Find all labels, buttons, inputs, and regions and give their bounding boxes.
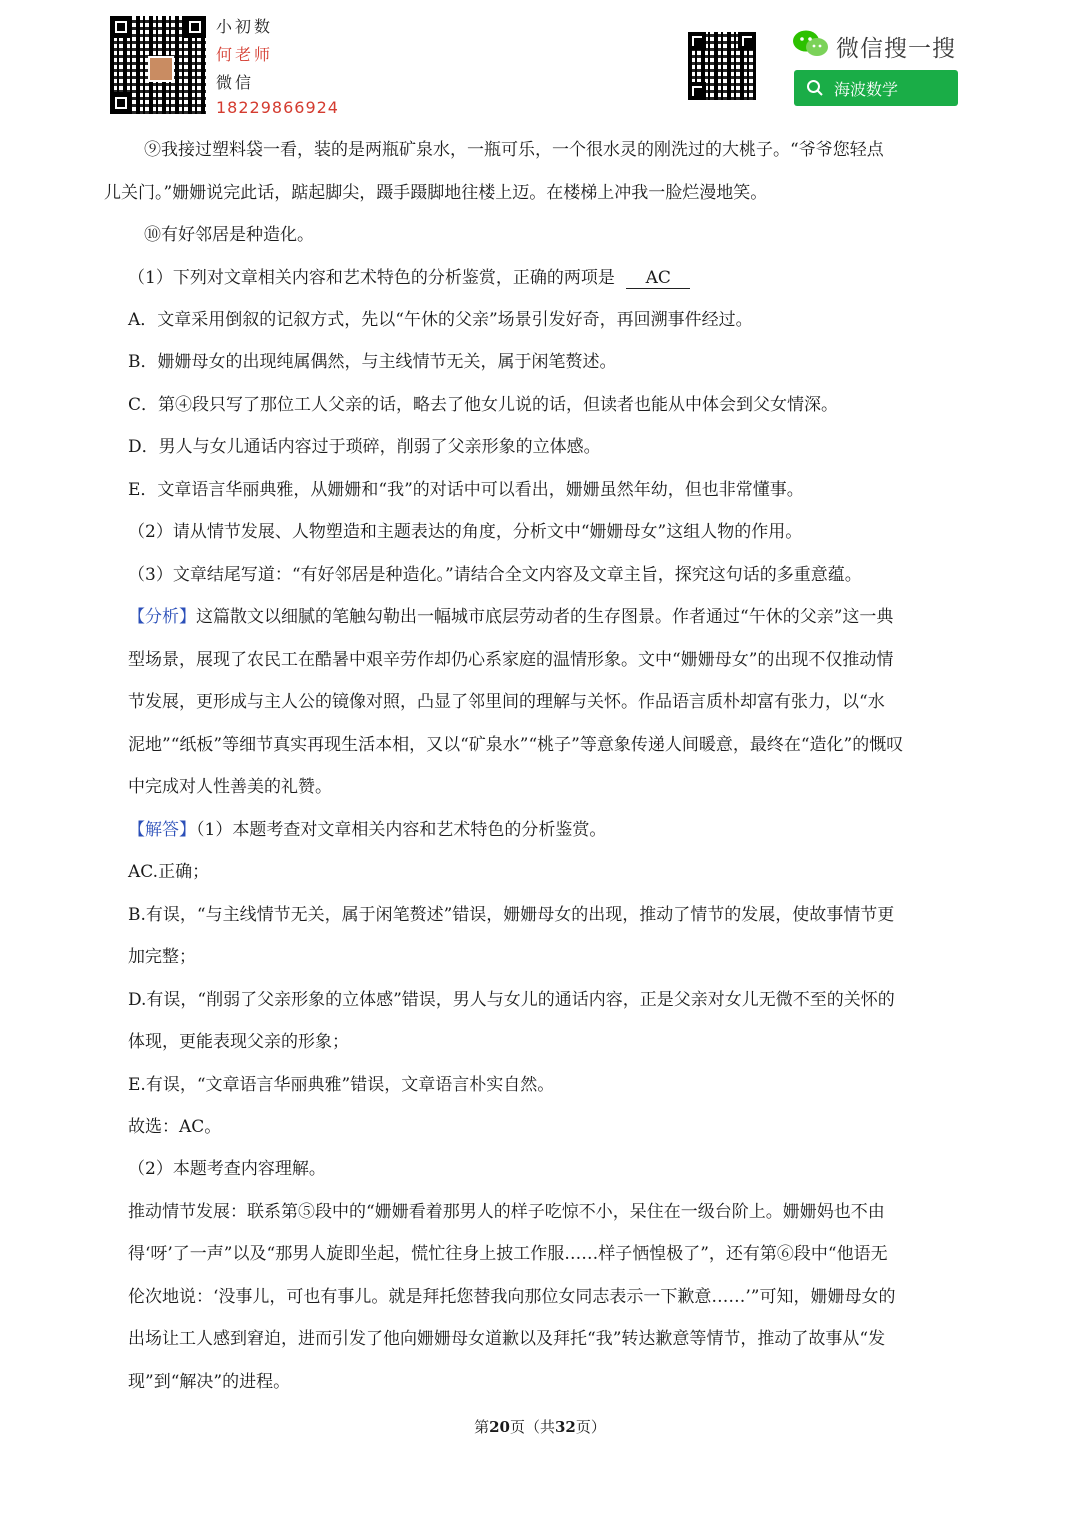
- qr-finder: [110, 16, 132, 38]
- question-3: （3）文章结尾写道：“有好邻居是种造化。”请结合全文内容及文章主旨，探究这句话的多重意蕴。: [128, 565, 862, 585]
- question-1: [128, 268, 690, 289]
- wechat-icon: [792, 29, 830, 59]
- option-d: D．男人与女儿通话内容过于琐碎，削弱了父亲形象的立体感。: [128, 437, 601, 457]
- answer-b-line-2: 加完整；: [128, 947, 196, 967]
- option-b: B．姗姗母女的出现纯属偶然，与主线情节无关，属于闲笔赘述。: [128, 352, 617, 372]
- wechat-search-title: 微信搜一搜: [836, 36, 956, 62]
- contact-line-2: 何老师: [216, 45, 274, 64]
- paragraph-9-line-1: ⑨我接过塑料袋一看，装的是两瓶矿泉水，一瓶可乐，一个很水灵的刚洗过的大桃子。“爷爷您轻点: [144, 140, 884, 160]
- paragraph-9-line-2: 儿关门。”姗姗说完此话，踮起脚尖，蹑手蹑脚地往楼上迈。在楼梯上冲我一脸烂漫地笑。: [104, 183, 768, 203]
- analysis-text: 这篇散文以细腻的笔触勾勒出一幅城市底层劳动者的生存图景。作者通过“午休的父亲”这一典: [196, 607, 894, 627]
- search-icon: [806, 79, 824, 97]
- plot-line-1: 推动情节发展：联系第⑤段中的“姗姗看着那男人的样子吃惊不小，呆住在一级台阶上。姗姗妈也不由: [128, 1202, 885, 1222]
- answer-b-line-1: B.有误，“与主线情节无关，属于闲笔赘述”错误，姗姗母女的出现，推动了情节的发展，使故事情节更: [128, 905, 895, 925]
- analysis-line-5: 中完成对人性善美的礼赞。: [128, 777, 332, 797]
- analysis-line-2: 型场景，展现了农民工在酷暑中艰辛劳作却仍心系家庭的温情形象。文中“姗姗母女”的出现不仅推动情: [128, 650, 894, 670]
- answer-q2-heading: （2）本题考查内容理解。: [128, 1159, 326, 1179]
- contact-line-1: 小初数: [216, 17, 274, 36]
- page-total: 32: [555, 1418, 576, 1436]
- analysis-line-4: 泥地”“纸板”等细节真实再现生活本相，又以“矿泉水”“桃子”等意象传递人间暖意，最终在“造化”的慨叹: [128, 735, 904, 755]
- qr-code-left: [110, 16, 206, 114]
- wechat-search-text: 海波数学: [834, 79, 899, 99]
- question-1-answer: AC: [626, 268, 690, 289]
- qr-finder: [688, 82, 706, 100]
- answer-d-line-1: D.有误，“削弱了父亲形象的立体感”错误，男人与女儿的通话内容，正是父亲对女儿无微不至的关怀的: [128, 990, 895, 1010]
- wechat-search-box[interactable]: [794, 70, 958, 106]
- qr-finder: [738, 32, 756, 50]
- answer-text: （1）本题考查对文章相关内容和艺术特色的分析鉴赏。: [196, 820, 607, 840]
- analysis-line-1: [128, 607, 893, 627]
- analysis-tag: 【分析】: [128, 607, 196, 627]
- question-1-text: （1）下列对文章相关内容和艺术特色的分析鉴赏，正确的两项是: [128, 268, 615, 288]
- qr-finder: [110, 92, 132, 114]
- contact-phone: 18229866924: [216, 98, 339, 117]
- plot-line-5: 现”到“解决”的进程。: [128, 1372, 291, 1392]
- page-header: [0, 0, 1080, 130]
- contact-line-3: 微信: [216, 73, 255, 92]
- page-footer: [0, 1416, 1080, 1437]
- answer-tag: 【解答】: [128, 820, 196, 840]
- option-a: A．文章采用倒叙的记叙方式，先以“午休的父亲”场景引发好奇，再回溯事件经过。: [128, 310, 753, 330]
- page-number: 20: [489, 1418, 510, 1436]
- plot-line-2: 得‘呀’了一声”以及“那男人旋即坐起，慌忙往身上披工作服……样子恓惶极了”，还有第⑥段中“他语无: [128, 1244, 888, 1264]
- avatar: [148, 56, 174, 82]
- answer-ac-correct: AC.正确；: [128, 862, 210, 882]
- answer-choose: 故选：AC。: [128, 1117, 222, 1137]
- qr-finder: [688, 32, 706, 50]
- footer-prefix: 第: [474, 1418, 490, 1436]
- paragraph-10: ⑩有好邻居是种造化。: [144, 225, 314, 245]
- option-c: C．第④段只写了那位工人父亲的话，略去了他女儿说的话，但读者也能从中体会到父女情深。: [128, 395, 839, 415]
- plot-line-4: 出场让工人感到窘迫，进而引发了他向姗姗母女道歉以及拜托“我”转达歉意等情节，推动了故事从“发: [128, 1329, 886, 1349]
- question-2: （2）请从情节发展、人物塑造和主题表达的角度，分析文中“姗姗母女”这组人物的作用。: [128, 522, 803, 542]
- qr-finder: [184, 16, 206, 38]
- answer-d-line-2: 体现，更能表现父亲的形象；: [128, 1032, 349, 1052]
- footer-suffix: 页）: [575, 1418, 606, 1436]
- answer-line-1: [128, 820, 606, 840]
- footer-mid: 页（共: [509, 1418, 555, 1436]
- qr-code-right: [688, 32, 756, 100]
- answer-e: E.有误，“文章语言华丽典雅”错误，文章语言朴实自然。: [128, 1075, 555, 1095]
- plot-line-3: 伦次地说：‘没事儿，可也有事儿。就是拜托您替我向那位女同志表示一下歉意……’”可知，姗姗母女的: [128, 1287, 896, 1307]
- option-e: E．文章语言华丽典雅，从姗姗和“我”的对话中可以看出，姗姗虽然年幼，但也非常懂事。: [128, 480, 804, 500]
- analysis-line-3: 节发展，更形成与主人公的镜像对照，凸显了邻里间的理解与关怀。作品语言质朴却富有张力，以“水: [128, 692, 885, 712]
